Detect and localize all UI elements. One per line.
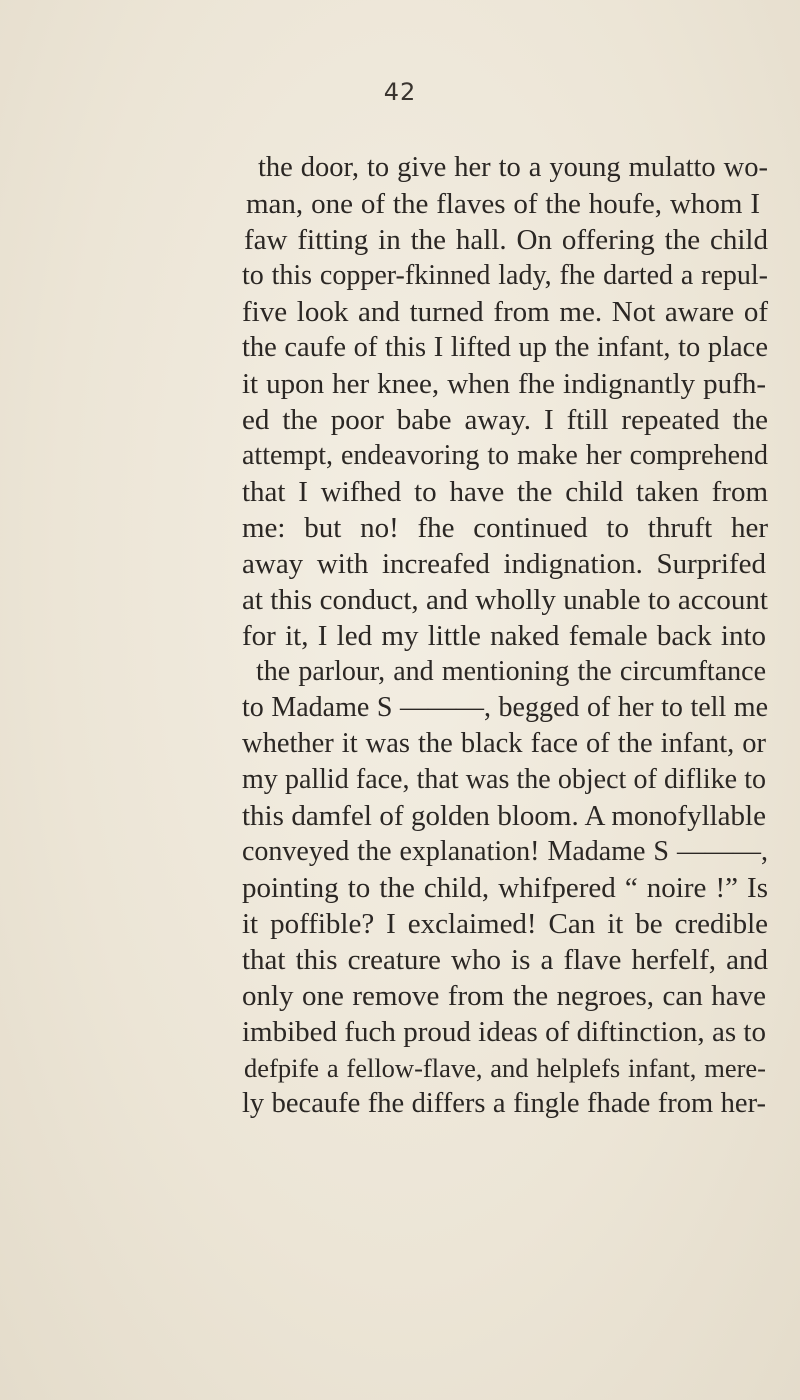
text-line: imbibed fuch proud ideas of diftinction, as to xyxy=(242,1016,766,1048)
text-line: for it, I led my little naked female back into xyxy=(242,620,766,652)
text-line: the door, to give her to a young mulatto wo- xyxy=(258,152,768,183)
text-line: the parlour, and mentioning the circumftance xyxy=(256,656,766,687)
text-line: whether it was the black face of the infant, or xyxy=(242,728,766,759)
text-line: the caufe of this I lifted up the infant, to place xyxy=(242,332,768,363)
text-line: it poffible? I exclaimed! Can it be credible xyxy=(242,908,768,940)
text-line: defpife a fellow-flave, and helplefs infant, mere- xyxy=(244,1053,766,1083)
page-number: 42 xyxy=(383,78,417,106)
text-line: to Madame S ———, begged of her to tell me xyxy=(242,692,768,723)
text-line: it upon her knee, when fhe indignantly pufh- xyxy=(242,368,766,400)
text-line: away with increafed indignation. Surprifed xyxy=(242,548,766,580)
text-line: that I wifhed to have the child taken from xyxy=(242,476,768,508)
text-line: my pallid face, that was the object of diflike to xyxy=(242,764,766,795)
text-line: attempt, endeavoring to make her comprehend xyxy=(242,440,768,471)
text-line: at this conduct, and wholly unable to account xyxy=(242,584,768,616)
text-line: me: but no! fhe continued to thruft her xyxy=(242,512,768,544)
text-line: this damfel of golden bloom. A monofyllable xyxy=(242,800,766,832)
text-line: man, one of the flaves of the houfe, whom I xyxy=(246,188,760,220)
text-line: to this copper-fkinned lady, fhe darted a repul- xyxy=(242,260,768,291)
text-line: conveyed the explanation! Madame S ———, xyxy=(242,836,768,867)
text-line: pointing to the child, whifpered “ noire !” Is xyxy=(242,872,768,904)
text-line: that this creature who is a flave herfelf, and xyxy=(242,944,768,976)
text-line: faw fitting in the hall. On offering the child xyxy=(244,224,768,256)
text-line: only one remove from the negroes, can have xyxy=(242,980,766,1012)
text-line: ly becaufe fhe differs a fingle fhade from her- xyxy=(242,1088,766,1119)
text-line: five look and turned from me. Not aware of xyxy=(242,296,768,328)
text-line: ed the poor babe away. I ftill repeated the xyxy=(242,404,768,436)
